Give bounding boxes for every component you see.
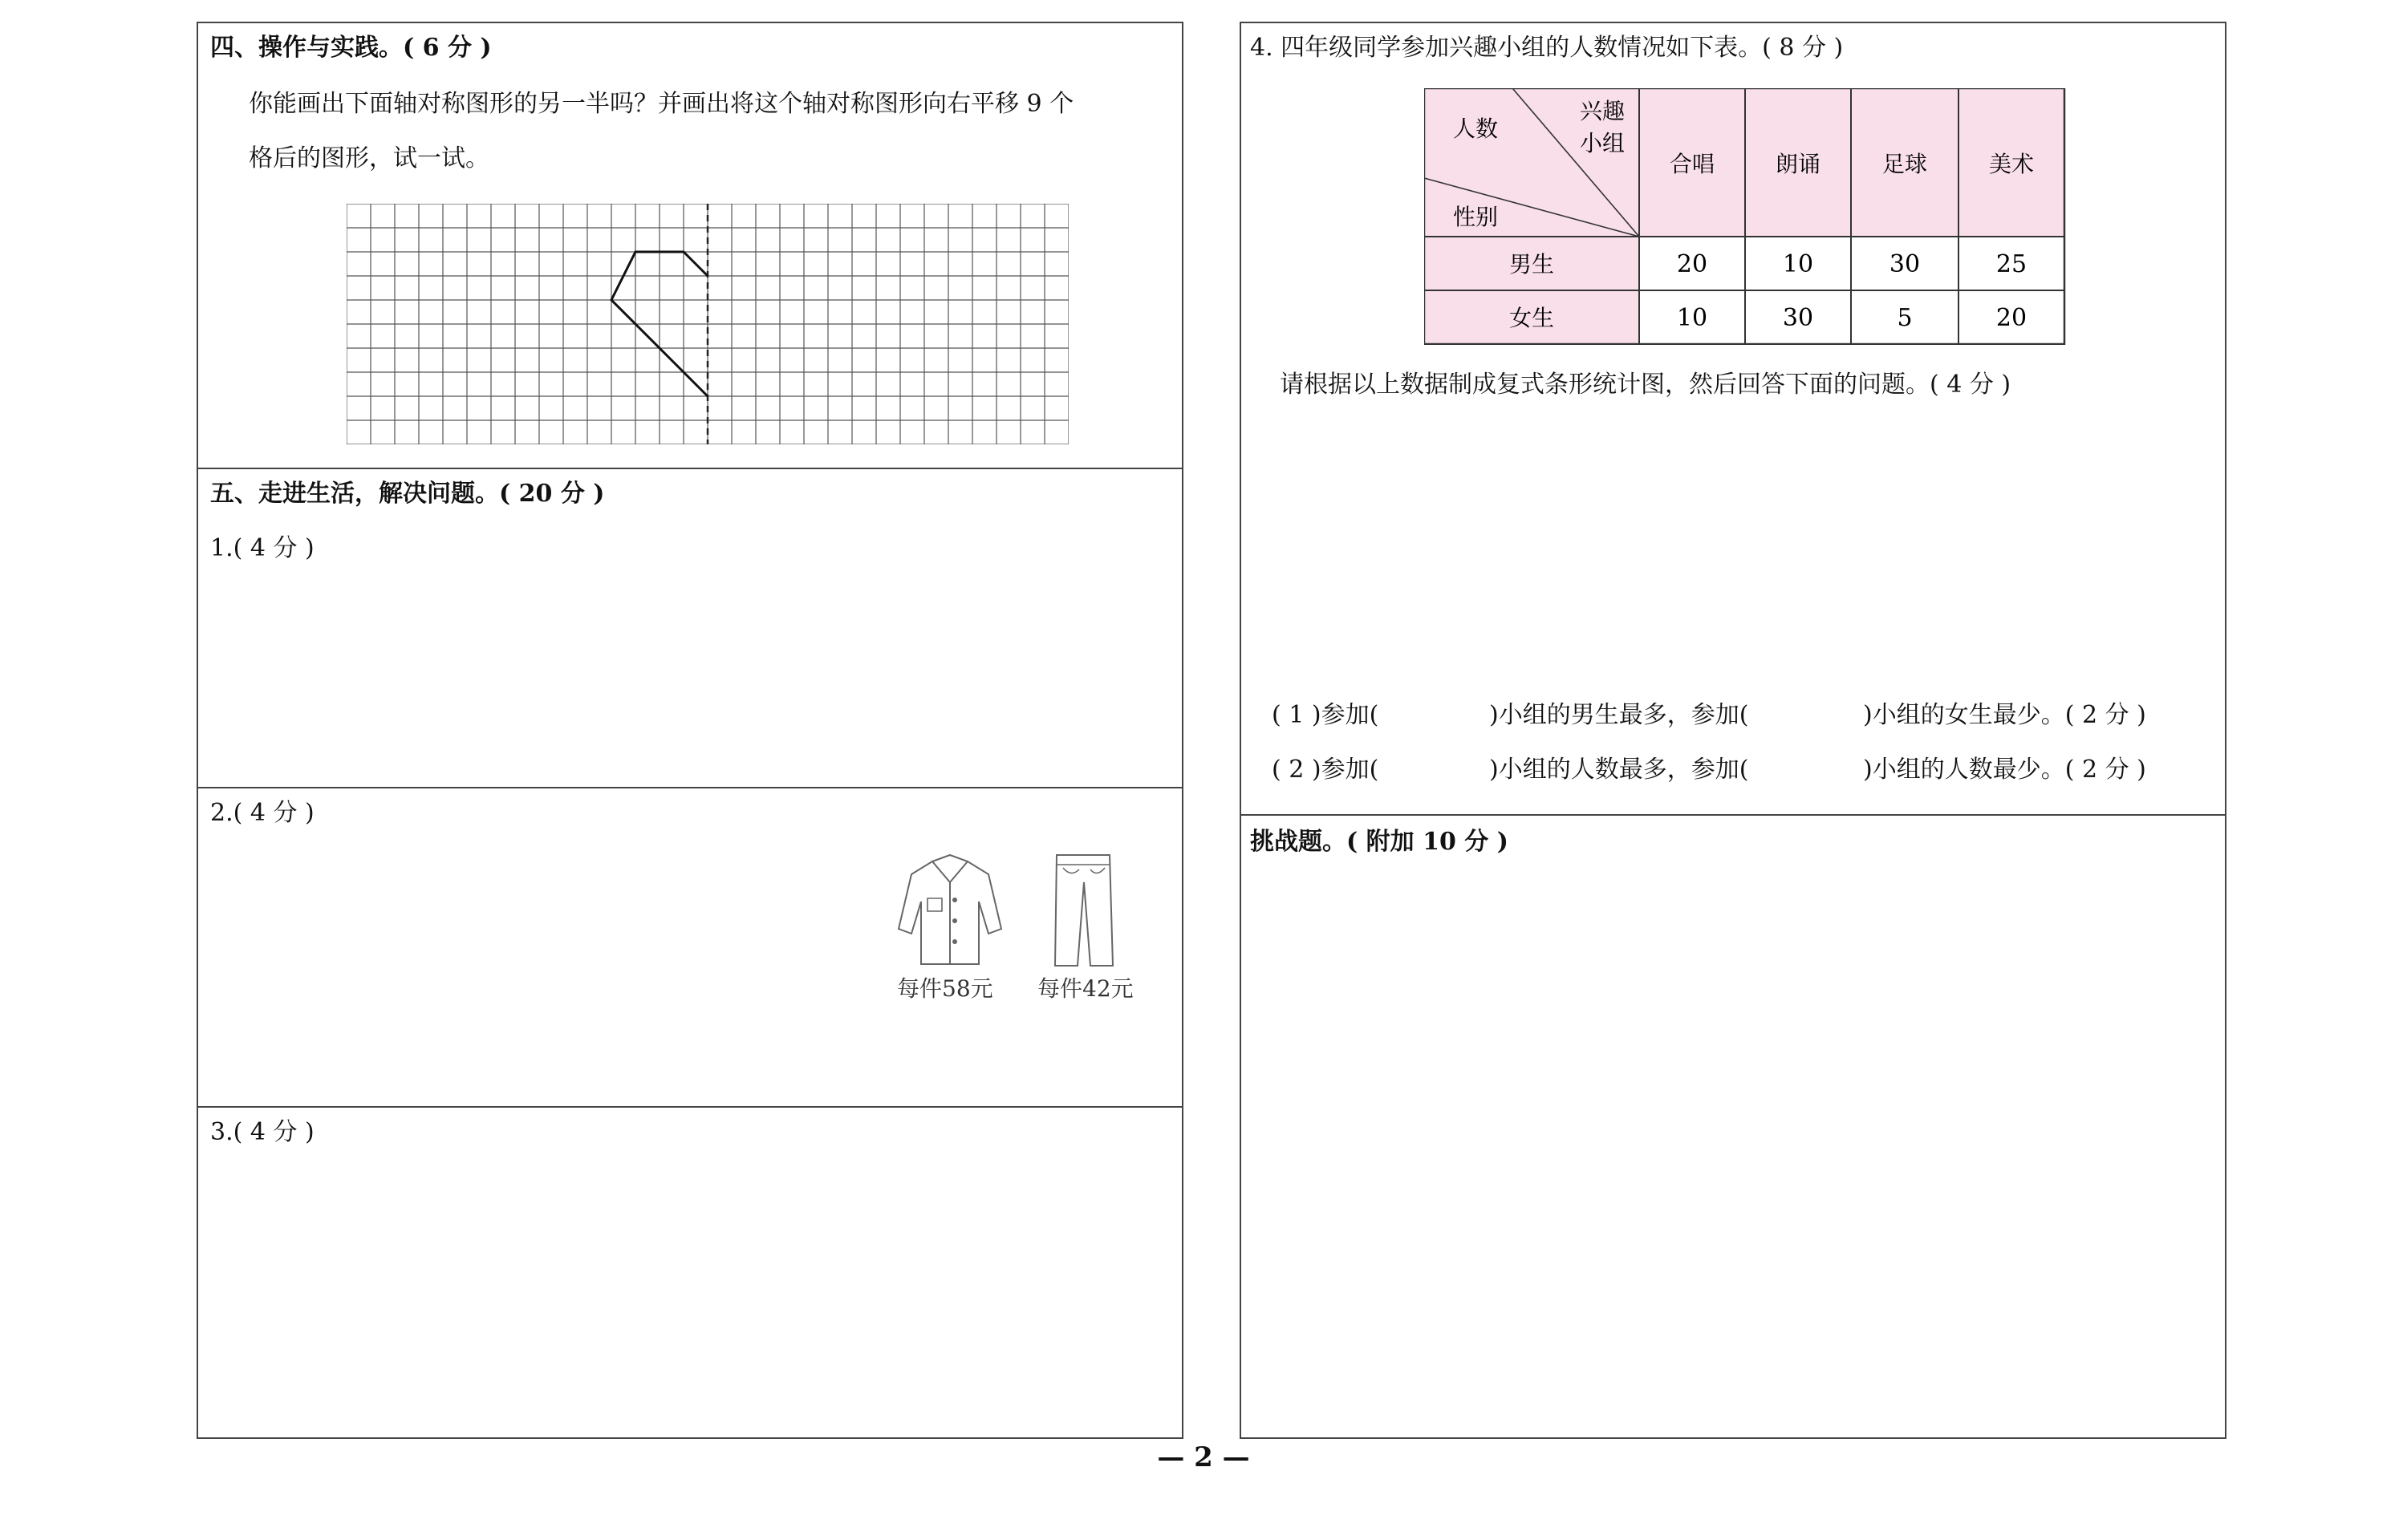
pants-price-caption: 每件42元 xyxy=(1037,975,1134,1002)
column-header: 美术 xyxy=(1988,151,2035,177)
shirt-icon xyxy=(892,850,1009,971)
column-header: 合唱 xyxy=(1669,151,1715,177)
section4-heading: 四、操作与实践。( 6 分 ) xyxy=(210,34,492,62)
section4-instruction-line2: 格后的图形，试一试。 xyxy=(249,144,489,172)
divider-left-2 xyxy=(197,787,1183,788)
table-canvas xyxy=(1424,88,2066,345)
sub1-part-a: ( 1 )参加( xyxy=(1272,701,1379,729)
column-header: 足球 xyxy=(1881,151,1928,177)
sub2-blank-1[interactable] xyxy=(1388,754,1484,786)
divider-right-1 xyxy=(1240,814,2226,816)
pants-illustration xyxy=(1039,850,1127,971)
section5-heading: 五、走进生活，解决问题。( 20 分 ) xyxy=(210,480,605,508)
table-cell: 10 xyxy=(1782,250,1814,278)
question-2-label: 2.( 4 分 ) xyxy=(210,799,315,827)
table-cell: 5 xyxy=(1897,304,1913,332)
table-cell: 30 xyxy=(1782,304,1814,332)
sub2-part-a: ( 2 )参加( xyxy=(1272,756,1379,784)
corner-label-top-2: 小组 xyxy=(1579,130,1625,156)
sub1-blank-2[interactable] xyxy=(1753,699,1849,732)
chart-instruction: 请根据以上数据制成复式条形统计图，然后回答下面的问题。( 4 分 ) xyxy=(1280,371,2011,399)
row-label-girls: 女生 xyxy=(1508,305,1555,331)
corner-label-bottom: 性别 xyxy=(1453,204,1499,230)
interest-group-table xyxy=(1424,88,2066,348)
table-cell: 20 xyxy=(1995,304,2027,332)
shirt-illustration xyxy=(892,850,1009,971)
corner-label-middle: 人数 xyxy=(1453,116,1499,142)
sub2-blank-2[interactable] xyxy=(1753,754,1849,786)
sub2-part-b: )小组的人数最多，参加( xyxy=(1489,756,1749,784)
sub1-part-b: )小组的男生最多，参加( xyxy=(1489,701,1749,729)
sub1-part-c: )小组的女生最少。( 2 分 ) xyxy=(1863,701,2146,729)
table-cell: 10 xyxy=(1676,304,1708,332)
question-3-label: 3.( 4 分 ) xyxy=(210,1118,315,1146)
column-header: 朗诵 xyxy=(1775,151,1821,177)
page-number: — 2 — xyxy=(1157,1441,1250,1473)
question-1-label: 1.( 4 分 ) xyxy=(210,534,315,562)
grid-canvas[interactable] xyxy=(347,204,1069,444)
sub2-part-c: )小组的人数最少。( 2 分 ) xyxy=(1863,756,2146,784)
shirt-price-caption: 每件58元 xyxy=(897,975,993,1002)
divider-left-3 xyxy=(197,1106,1183,1108)
divider-left-1 xyxy=(197,468,1183,469)
challenge-heading: 挑战题。( 附加 10 分 ) xyxy=(1250,828,1508,856)
table-cell: 30 xyxy=(1889,250,1921,278)
table-cell: 25 xyxy=(1995,250,2027,278)
question-4-title: 4. 四年级同学参加兴趣小组的人数情况如下表。( 8 分 ) xyxy=(1250,34,1844,62)
pants-icon xyxy=(1039,850,1127,971)
corner-label-top-1: 兴趣 xyxy=(1579,98,1625,124)
sub1-blank-1[interactable] xyxy=(1388,699,1484,732)
section4-instruction-line1: 你能画出下面轴对称图形的另一半吗？并画出将这个轴对称图形向右平移 9 个 xyxy=(249,90,1074,118)
table-cell: 20 xyxy=(1676,250,1708,278)
symmetry-grid[interactable] xyxy=(347,204,1069,448)
row-label-boys: 男生 xyxy=(1508,251,1555,278)
